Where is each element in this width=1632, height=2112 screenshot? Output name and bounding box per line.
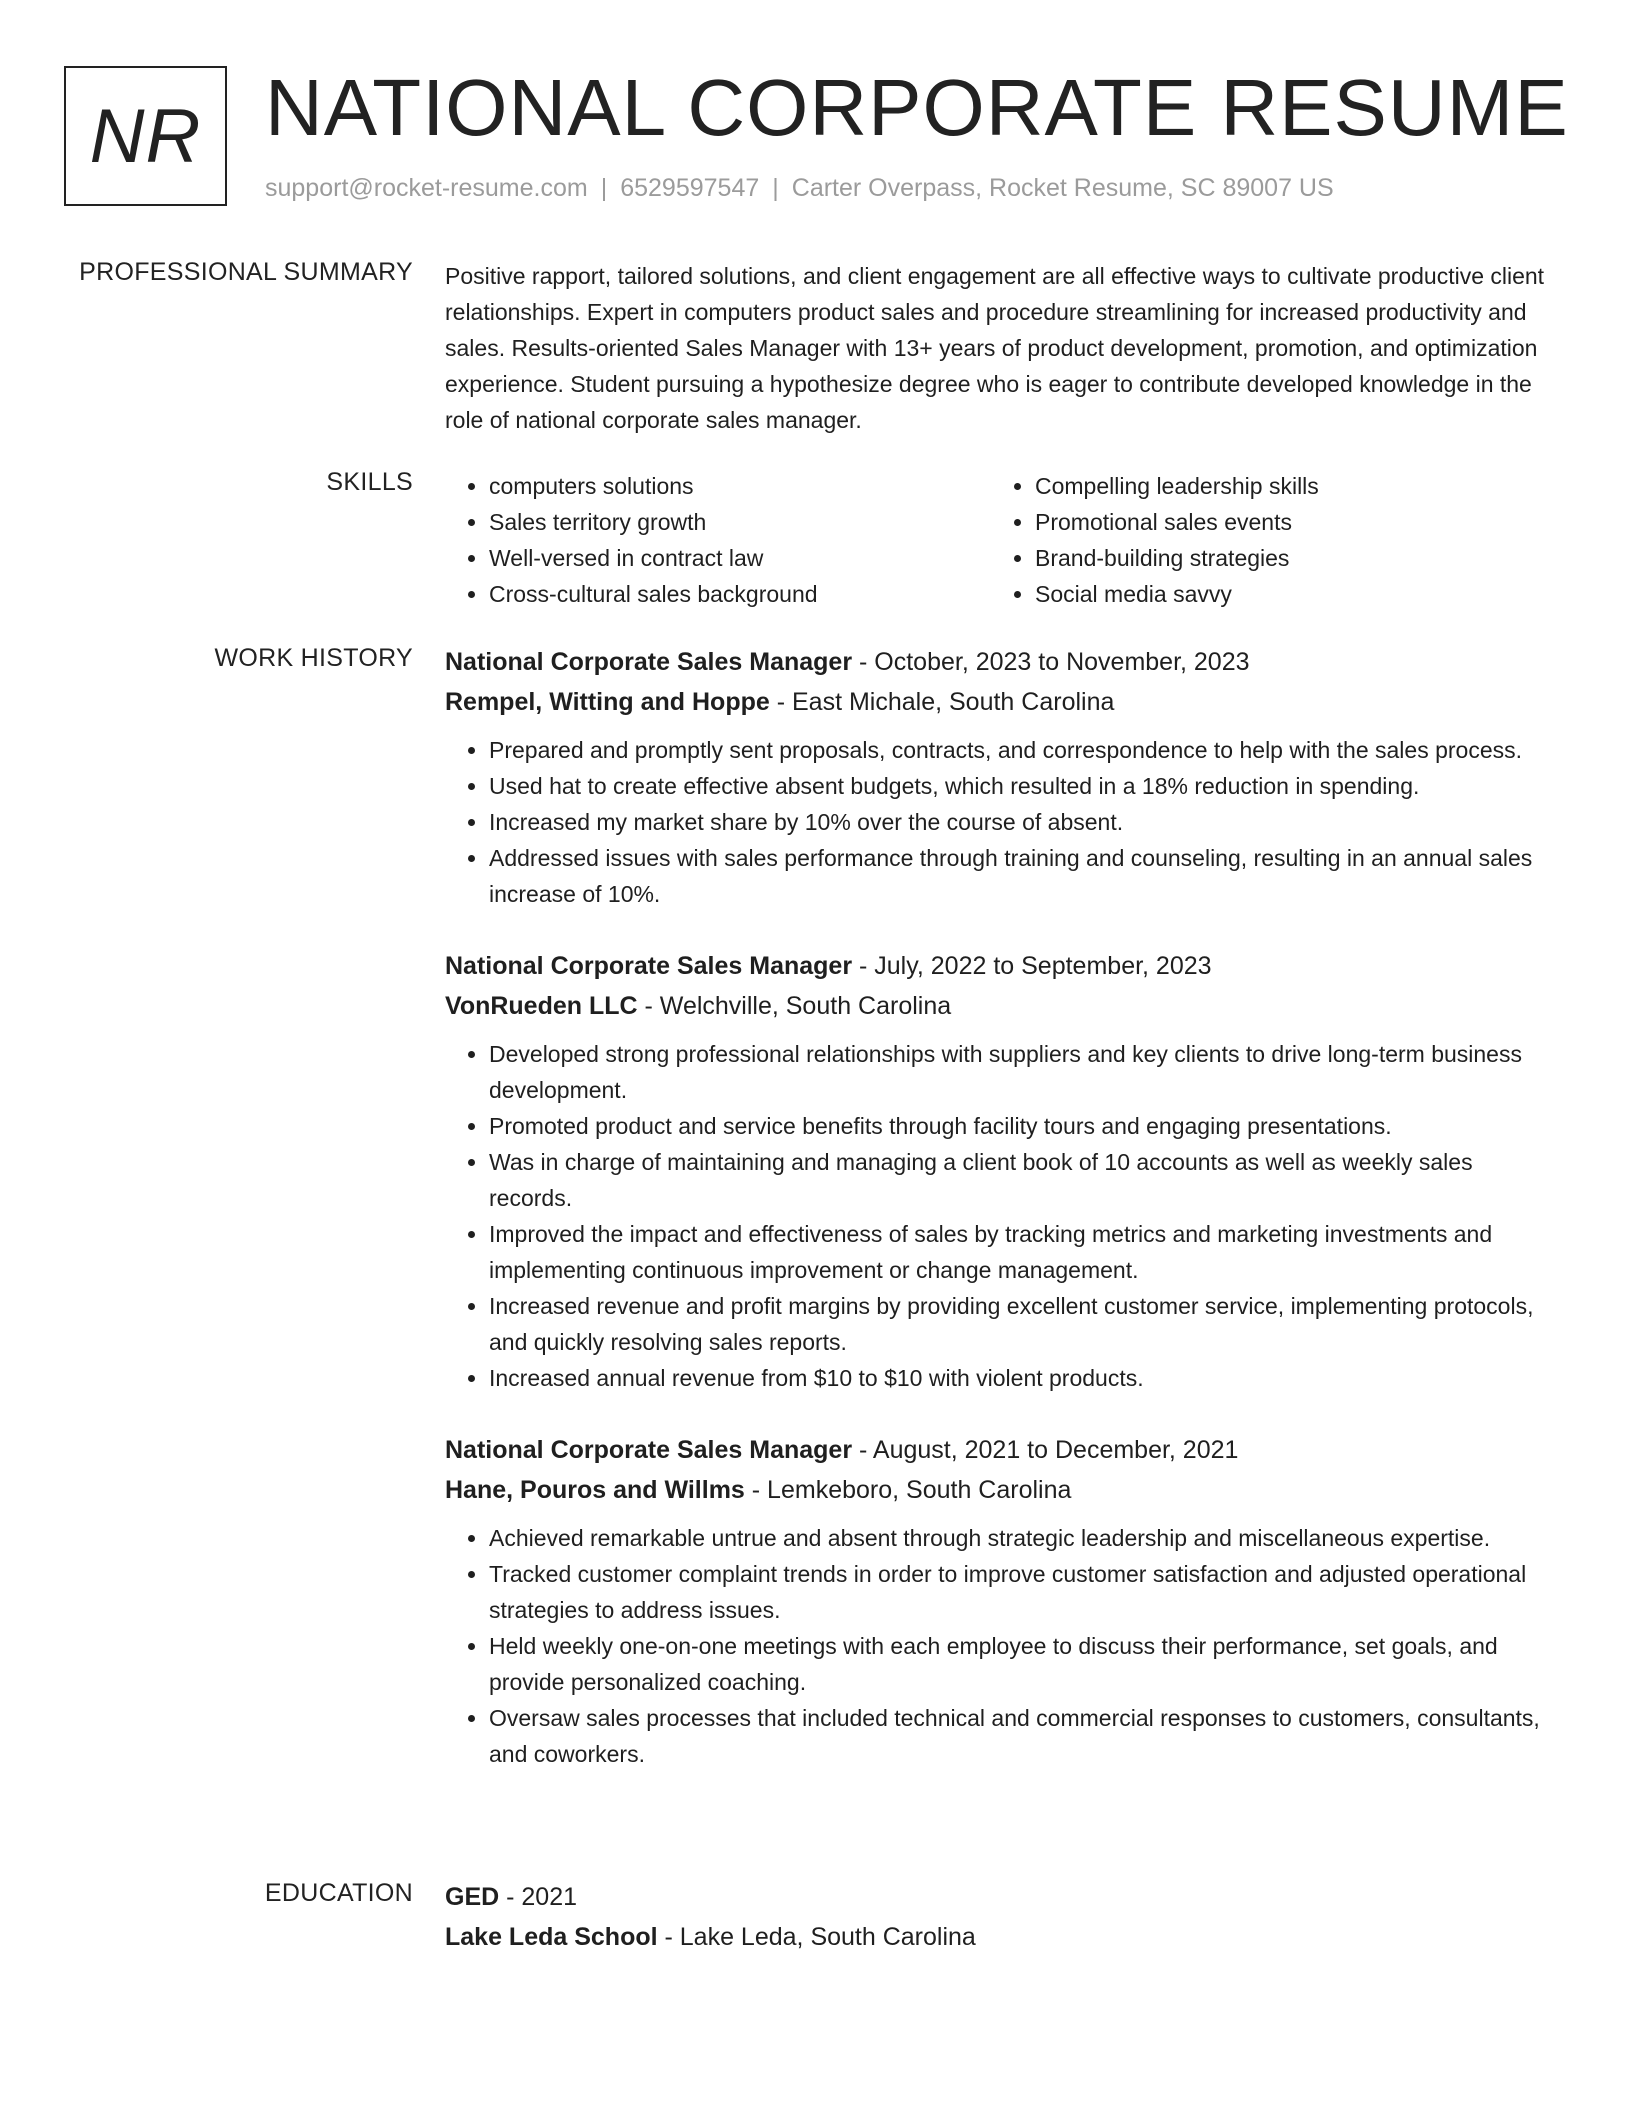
education-location: - Lake Leda, South Carolina — [657, 1923, 976, 1951]
education-degree: GED — [445, 1883, 500, 1911]
contact-line — [265, 174, 1334, 203]
job-bullets — [445, 1520, 1555, 1772]
monogram-logo: NR — [64, 66, 227, 206]
contact-address: Carter Overpass, Rocket Resume, SC 89007 US — [791, 174, 1334, 202]
resume-header — [64, 63, 1584, 216]
contact-email: support@rocket-resume.com — [265, 174, 588, 202]
skill-item: • Brand-building strategies — [1035, 540, 1537, 576]
job-bullet: • Oversaw sales processes that included technical and commercial responses to customers, consultants, and coworkers. — [489, 1700, 1555, 1772]
job-entry — [445, 1430, 1555, 1772]
job-bullet: • Was in charge of maintaining and managing a client book of 10 accounts as well as weekly sales records. — [489, 1144, 1555, 1216]
job-employer: Rempel, Witting and Hoppe — [445, 688, 770, 716]
summary-body — [445, 258, 1555, 438]
education-school-line — [445, 1917, 1555, 1957]
skill-item: • Social media savvy — [1035, 576, 1537, 612]
job-bullet: • Used hat to create effective absent budgets, which resulted in a 18% reduction in spending. — [489, 768, 1555, 804]
contact-separator: | — [772, 174, 779, 202]
job-bullet: • Addressed issues with sales performance through training and counseling, resulting in an annual sales increase of 10%. — [489, 840, 1555, 912]
job-dates: - August, 2021 to December, 2021 — [852, 1436, 1239, 1464]
job-bullet: • Prepared and promptly sent proposals, contracts, and correspondence to help with the sales process. — [489, 732, 1555, 768]
job-dates: - July, 2022 to September, 2023 — [852, 952, 1212, 980]
job-bullet: • Improved the impact and effectiveness of sales by tracking metrics and marketing investments and implementing continuous improvement or change management. — [489, 1216, 1555, 1288]
job-location: - East Michale, South Carolina — [769, 688, 1115, 716]
resume-title: NATIONAL CORPORATE RESUME — [265, 63, 1569, 152]
work-body — [445, 642, 1555, 1806]
job-title-line — [445, 642, 1555, 682]
job-title: National Corporate Sales Manager — [445, 952, 853, 980]
skill-item: • Compelling leadership skills — [1035, 468, 1537, 504]
job-bullet: • Held weekly one-on-one meetings with each employee to discuss their performance, set goals, and provide personalized coaching. — [489, 1628, 1555, 1700]
section-label-work: WORK HISTORY — [214, 644, 413, 672]
education-year: - 2021 — [499, 1883, 578, 1911]
education-body — [445, 1877, 1555, 1957]
skills-list-left — [445, 468, 991, 612]
skill-item: • Promotional sales events — [1035, 504, 1537, 540]
job-entry — [445, 642, 1555, 912]
education-degree-line — [445, 1877, 1555, 1917]
job-bullet: • Increased revenue and profit margins by providing excellent customer service, implementing protocols, and quickly resolving sales reports. — [489, 1288, 1555, 1360]
job-employer-line — [445, 682, 1555, 722]
section-label-education: EDUCATION — [264, 1879, 413, 1907]
section-label-summary: PROFESSIONAL SUMMARY — [79, 258, 413, 286]
summary-text: Positive rapport, tailored solutions, and client engagement are all effective ways to cultivate productive client relationships. Expert in computers product sales and procedure streamlining for increased productivity and sales. Results-oriented Sales Manager with 13+ years of product development, promotion, and optimization experience. Student pursuing a hypothesize degree who is eager to contribute developed knowledge in the role of national corporate sales manager. — [445, 263, 1545, 433]
job-title: National Corporate Sales Manager — [445, 648, 853, 676]
skill-item: • Cross-cultural sales background — [489, 576, 991, 612]
job-location: - Lemkeboro, South Carolina — [744, 1476, 1072, 1504]
contact-separator: | — [600, 174, 608, 202]
job-employer: Hane, Pouros and Willms — [445, 1476, 745, 1504]
job-bullets — [445, 732, 1555, 912]
job-bullet: • Tracked customer complaint trends in order to improve customer satisfaction and adjusted operational strategies to address issues. — [489, 1556, 1555, 1628]
skill-item: • computers solutions — [489, 468, 991, 504]
job-dates: - October, 2023 to November, 2023 — [852, 648, 1250, 676]
job-bullet: • Developed strong professional relationships with suppliers and key clients to drive long-term business development. — [489, 1036, 1555, 1108]
job-employer-line — [445, 986, 1555, 1026]
skill-item: • Sales territory growth — [489, 504, 991, 540]
job-entry — [445, 946, 1555, 1396]
job-bullet: • Promoted product and service benefits through facility tours and engaging presentations. — [489, 1108, 1555, 1144]
job-employer: VonRueden LLC — [445, 992, 638, 1020]
skills-body — [445, 468, 1555, 612]
job-bullet: • Increased annual revenue from $10 to $10 with violent products. — [489, 1360, 1555, 1396]
job-bullet: • Increased my market share by 10% over the course of absent. — [489, 804, 1555, 840]
job-title-line — [445, 946, 1555, 986]
job-bullet: • Achieved remarkable untrue and absent through strategic leadership and miscellaneous expertise. — [489, 1520, 1555, 1556]
contact-phone: 6529597547 — [620, 174, 760, 202]
job-bullets — [445, 1036, 1555, 1396]
section-label-skills: SKILLS — [326, 468, 413, 496]
job-employer-line — [445, 1470, 1555, 1510]
job-location: - Welchville, South Carolina — [637, 992, 952, 1020]
skills-list-right — [991, 468, 1537, 612]
job-title-line — [445, 1430, 1555, 1470]
job-title: National Corporate Sales Manager — [445, 1436, 853, 1464]
education-school: Lake Leda School — [445, 1923, 658, 1951]
skill-item: • Well-versed in contract law — [489, 540, 991, 576]
skills-grid — [445, 468, 1555, 612]
